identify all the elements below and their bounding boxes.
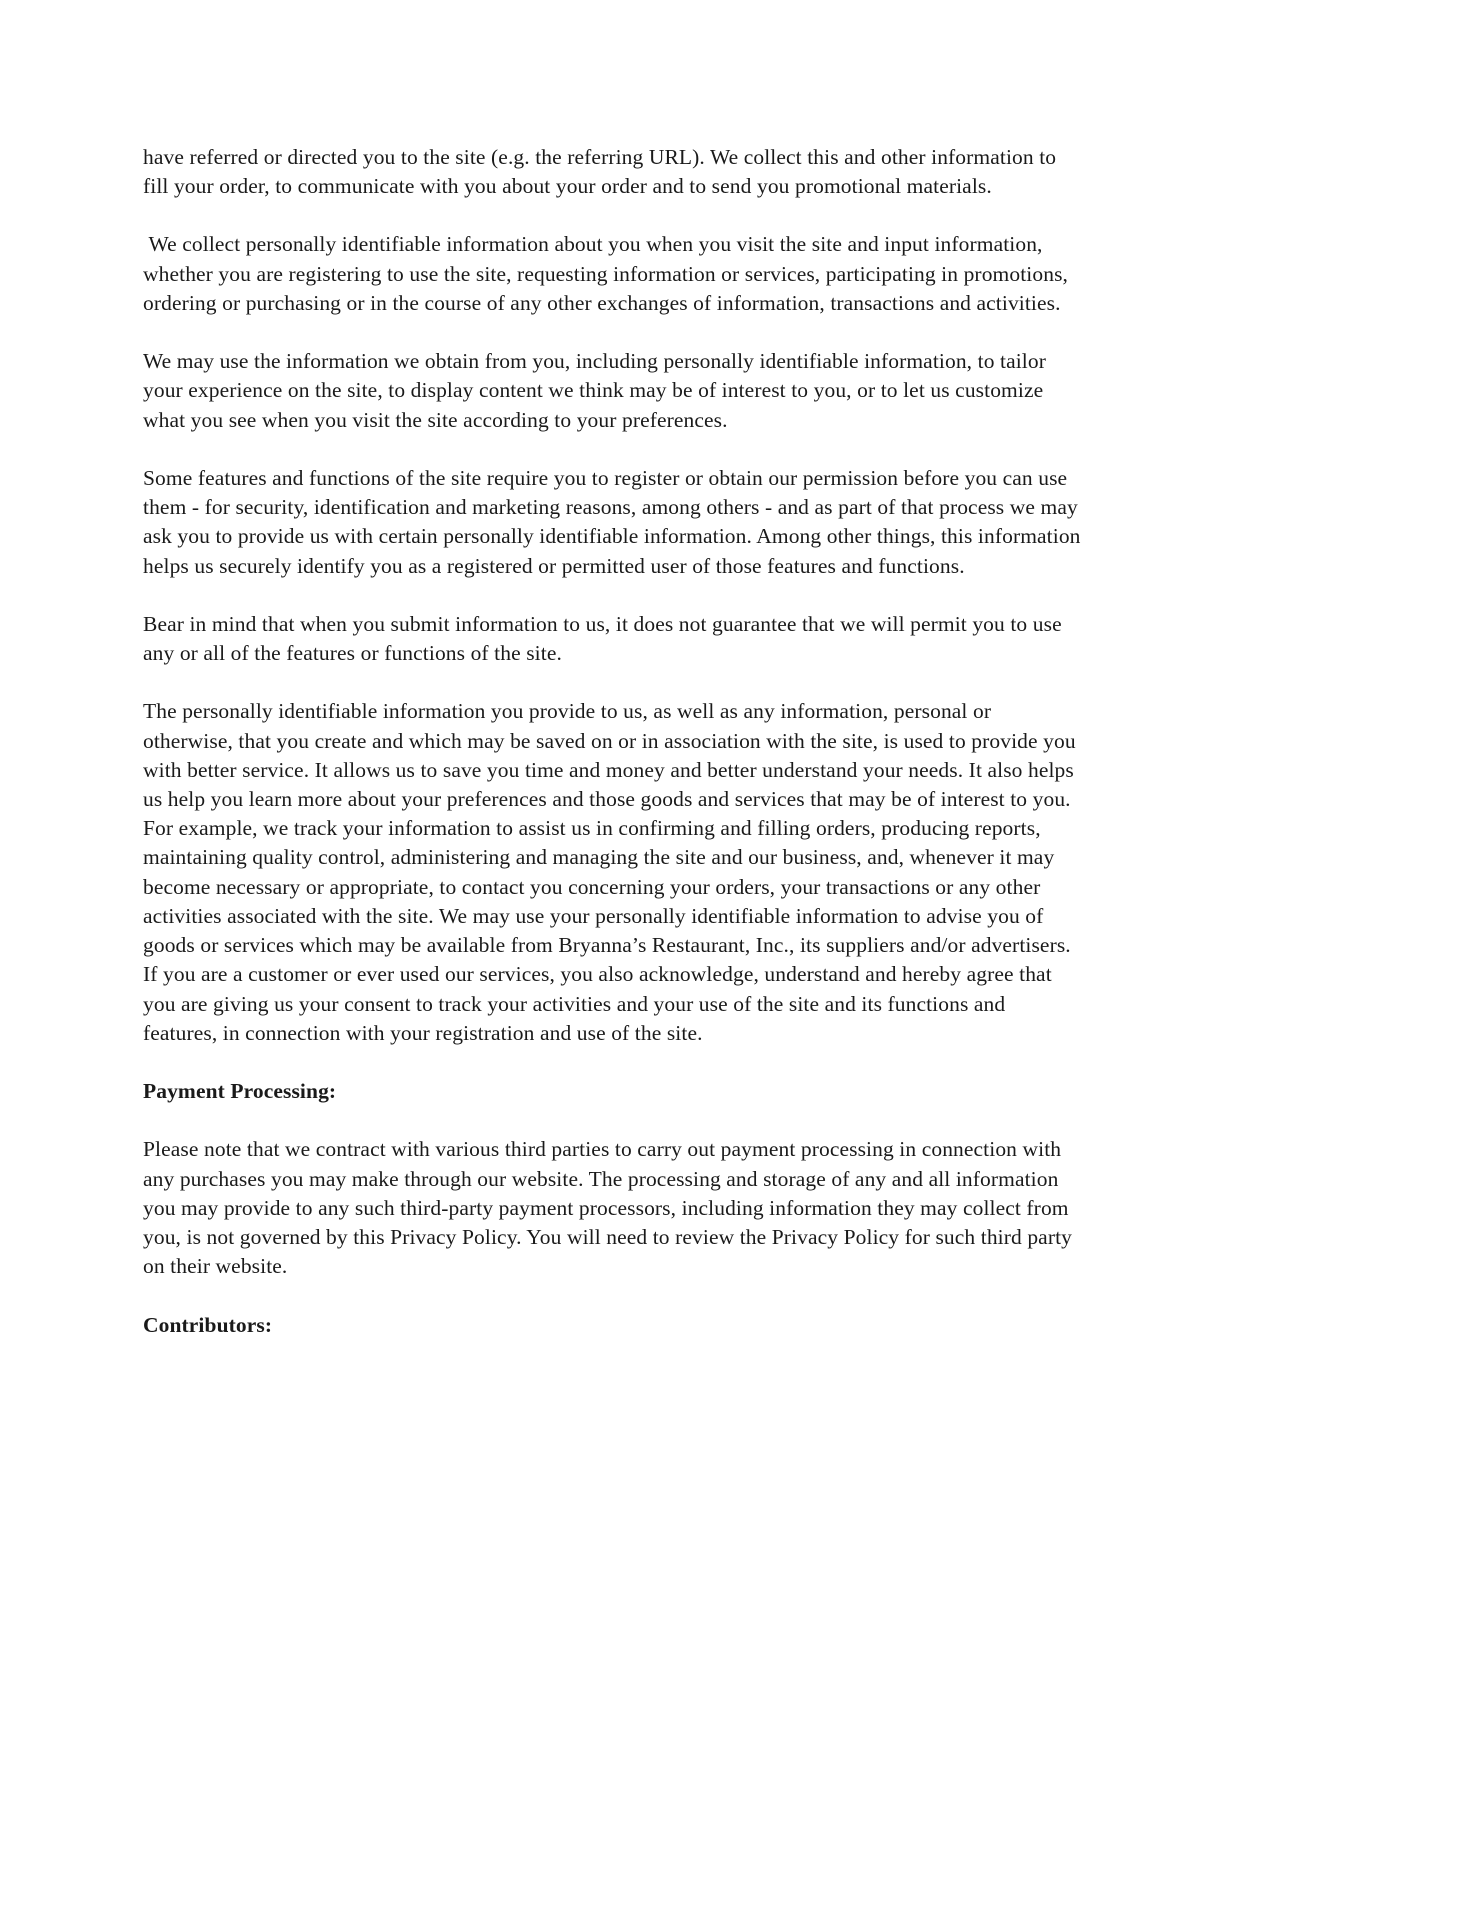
paragraph: The personally identifiable information you provide to us, as well as any information, personal or otherwise, that you create and which may be saved on or in association with the site, is used to provide you with better service. It allows us to save you time and money and better understand your needs. It also helps us help you learn more about your preferences and those goods and services that may be of interest to you. For example, we track your information to assist us in confirming and filling orders, producing reports, maintaining quality control, administering and managing the site and our business, and, whenever it may become necessary or appropriate, to contact you concerning your orders, your transactions or any other activities associated with the site. We may use your personally identifiable information to advise you of goods or services which may be available from Bryanna’s Restaurant, Inc., its suppliers and/or advertisers. If you are a customer or ever used our services, you also acknowledge, understand and hereby agree that you are giving us your consent to track your activities and your use of the site and its functions and features, in connection with your registration and use of the site.	[143, 699, 1082, 1045]
paragraph: We collect personally identifiable information about you when you visit the site and input information, whether you are registering to use the site, requesting information or services, participating in promotions, ordering or purchasing or in the course of any other exchanges of information, transactions and activities.	[143, 232, 1074, 315]
paragraph: Some features and functions of the site require you to register or obtain our permission before you can use them - for security, identification and marketing reasons, among others - and as part of that process we may ask you to provide us with certain personally identifiable information. Among other things, this information helps us securely identify you as a registered or permitted user of those features and functions.	[143, 465, 1087, 578]
section-heading-payment-processing: Payment Processing:	[143, 1079, 337, 1104]
paragraph: Please note that we contract with various third parties to carry out payment processing in connection with any purchases you may make through our website. The processing and storage of any and all information you may provide to any such third-party payment processors, including information they may collect from you, is not governed by this Privacy Policy. You will need to review the Privacy Policy for such third party on their website.	[143, 1137, 1078, 1279]
paragraph: We may use the information we obtain from you, including personally identifiable information, to tailor your experience on the site, to display content we think may be of interest to you, or to let us customize what you see when you visit the site according to your preferences.	[143, 349, 1052, 432]
paragraph: have referred or directed you to the site (e.g. the referring URL). We collect this and other information to fill your order, to communicate with you about your order and to send you promotional materials.	[143, 145, 1062, 199]
paragraph: Bear in mind that when you submit information to us, it does not guarantee that we will permit you to use any or all of the features or functions of the site.	[143, 611, 1068, 666]
section-heading-contributors: Contributors:	[143, 1312, 273, 1337]
